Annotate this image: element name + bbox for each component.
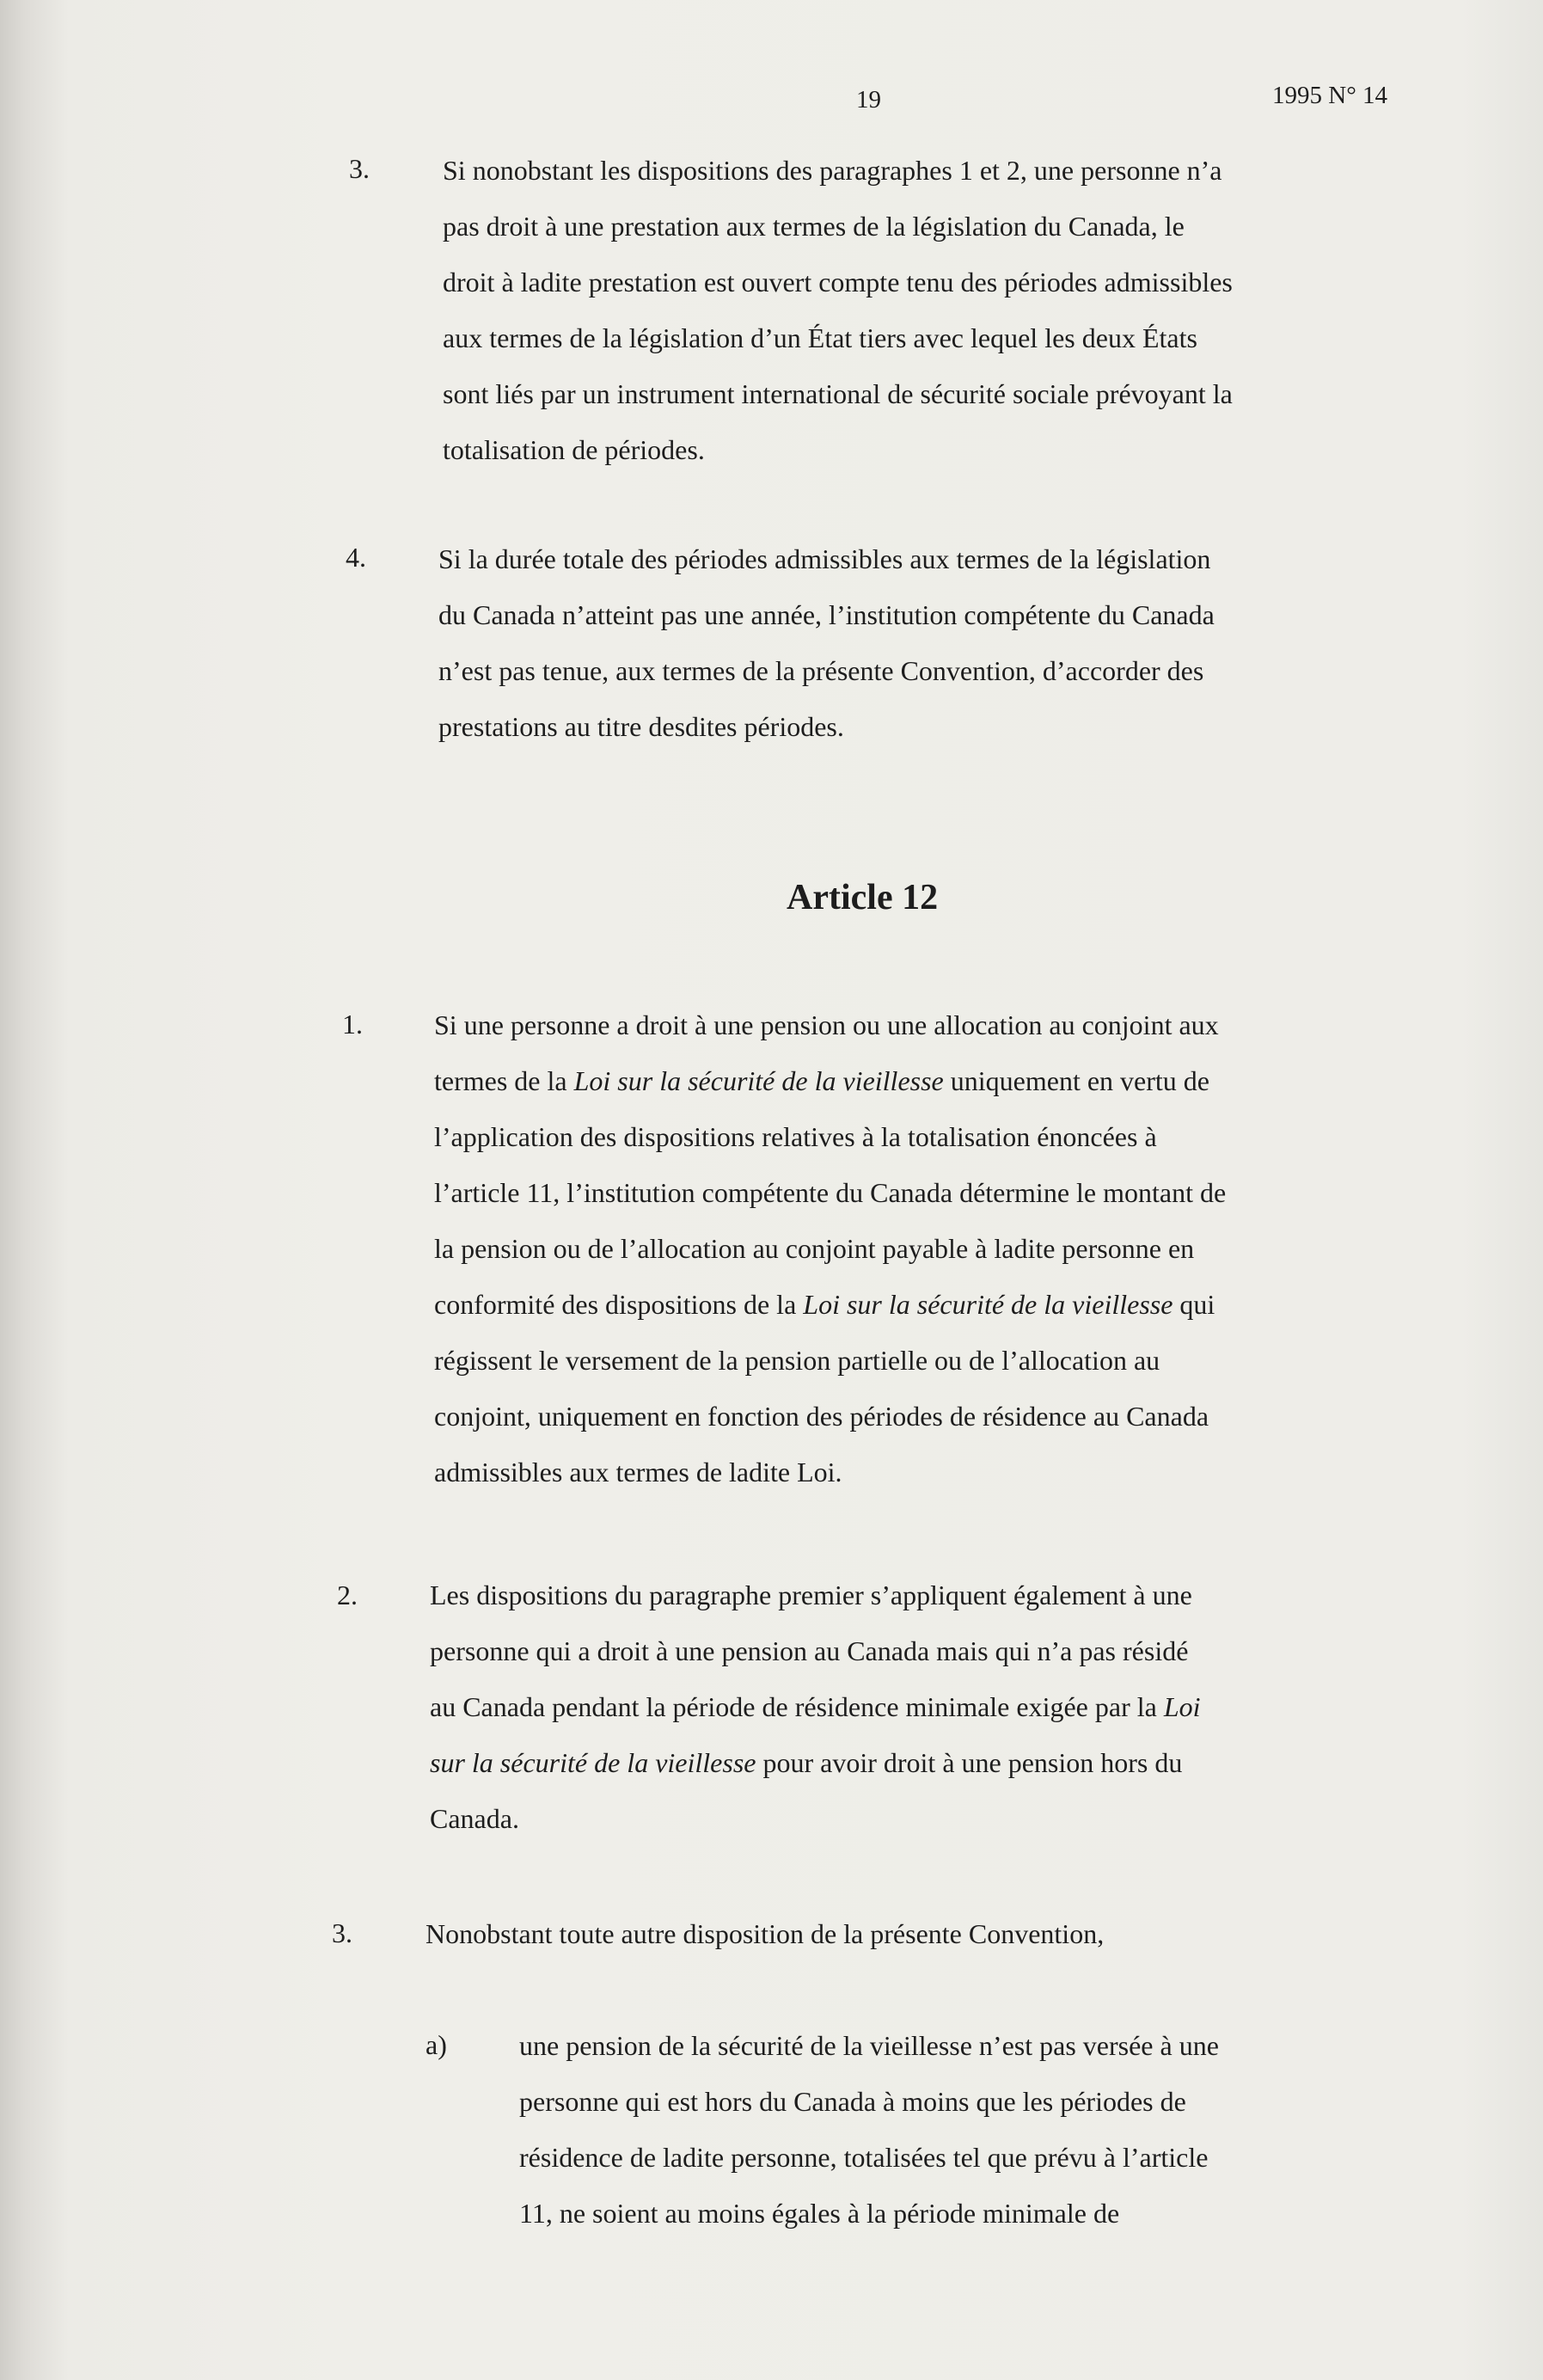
paragraph-text <box>426 1906 1104 1962</box>
text-line: admissibles aux termes de ladite Loi. <box>434 1457 842 1488</box>
page-number: 19 <box>856 86 881 113</box>
text-line: la pension ou de l’allocation au conjoint payable à ladite personne en <box>434 1233 1195 1264</box>
paragraph-text <box>430 1567 1201 1847</box>
text-line: termes de la Loi sur la sécurité de la vieillesse uniquement en vertu de <box>434 1065 1209 1096</box>
law-title: sur la sécurité de la vieillesse <box>430 1747 756 1778</box>
paragraph-text <box>443 143 1233 478</box>
text-line: régissent le versement de la pension partielle ou de l’allocation au <box>434 1345 1160 1376</box>
text-line: au Canada pendant la période de résidence minimale exigée par la Loi <box>430 1691 1201 1722</box>
text-line: l’article 11, l’institution compétente du Canada détermine le montant de <box>434 1177 1227 1208</box>
text-line: Si nonobstant les dispositions des paragraphes 1 et 2, une personne n’a <box>443 155 1222 186</box>
text-line: Canada. <box>430 1803 519 1834</box>
paragraph-number: 4. <box>346 542 366 573</box>
paragraph-number: 2. <box>337 1580 358 1610</box>
text-line: Nonobstant toute autre disposition de la présente Convention, <box>426 1918 1105 1949</box>
document-reference: 1995 N° 14 <box>1272 82 1388 109</box>
text-line: personne qui est hors du Canada à moins que les périodes de <box>519 2086 1186 2117</box>
text-line: prestations au titre desdites périodes. <box>438 711 844 742</box>
text-line: droit à ladite prestation est ouvert compte tenu des périodes admissibles <box>443 267 1233 298</box>
text-line: du Canada n’atteint pas une année, l’institution compétente du Canada <box>438 599 1215 630</box>
subparagraph-label: a) <box>426 2029 447 2060</box>
text-line: conformité des dispositions de la Loi sur la sécurité de la vieillesse qui <box>434 1289 1215 1320</box>
text-line: aux termes de la législation d’un État tiers avec lequel les deux États <box>443 322 1197 353</box>
paragraph-number: 1. <box>342 1009 363 1040</box>
text-line: Les dispositions du paragraphe premier s’appliquent également à une <box>430 1580 1192 1610</box>
text-line: Si la durée totale des périodes admissibles aux termes de la législation <box>438 543 1211 574</box>
text-line: n’est pas tenue, aux termes de la présente Convention, d’accorder des <box>438 655 1204 686</box>
text-line: Si une personne a droit à une pension ou une allocation au conjoint aux <box>434 1009 1219 1040</box>
text-line: l’application des dispositions relatives à la totalisation énoncées à <box>434 1121 1157 1152</box>
text-line: personne qui a droit à une pension au Canada mais qui n’a pas résidé <box>430 1635 1189 1666</box>
text-line: pas droit à une prestation aux termes de la législation du Canada, le <box>443 211 1185 242</box>
paragraph-number: 3. <box>349 153 370 184</box>
paragraph-text <box>438 531 1215 755</box>
law-title: Loi <box>1163 1691 1201 1722</box>
text-line: sur la sécurité de la vieillesse pour avoir droit à une pension hors du <box>430 1747 1183 1778</box>
law-title: Loi sur la sécurité de la vieillesse <box>803 1289 1173 1320</box>
text-line: sont liés par un instrument international de sécurité sociale prévoyant la <box>443 378 1233 409</box>
text-line: résidence de ladite personne, totalisées tel que prévu à l’article <box>519 2142 1209 2173</box>
text-line: une pension de la sécurité de la vieillesse n’est pas versée à une <box>519 2030 1219 2061</box>
article-heading: Article 12 <box>787 878 939 917</box>
text-line: conjoint, uniquement en fonction des périodes de résidence au Canada <box>434 1401 1209 1432</box>
law-title: Loi sur la sécurité de la vieillesse <box>573 1065 944 1096</box>
text-line: totalisation de périodes. <box>443 434 705 465</box>
paragraph-number: 3. <box>332 1917 352 1948</box>
text-line: 11, ne soient au moins égales à la période minimale de <box>519 2198 1120 2229</box>
paragraph-text <box>434 997 1226 1500</box>
subparagraph-text <box>519 2018 1219 2242</box>
